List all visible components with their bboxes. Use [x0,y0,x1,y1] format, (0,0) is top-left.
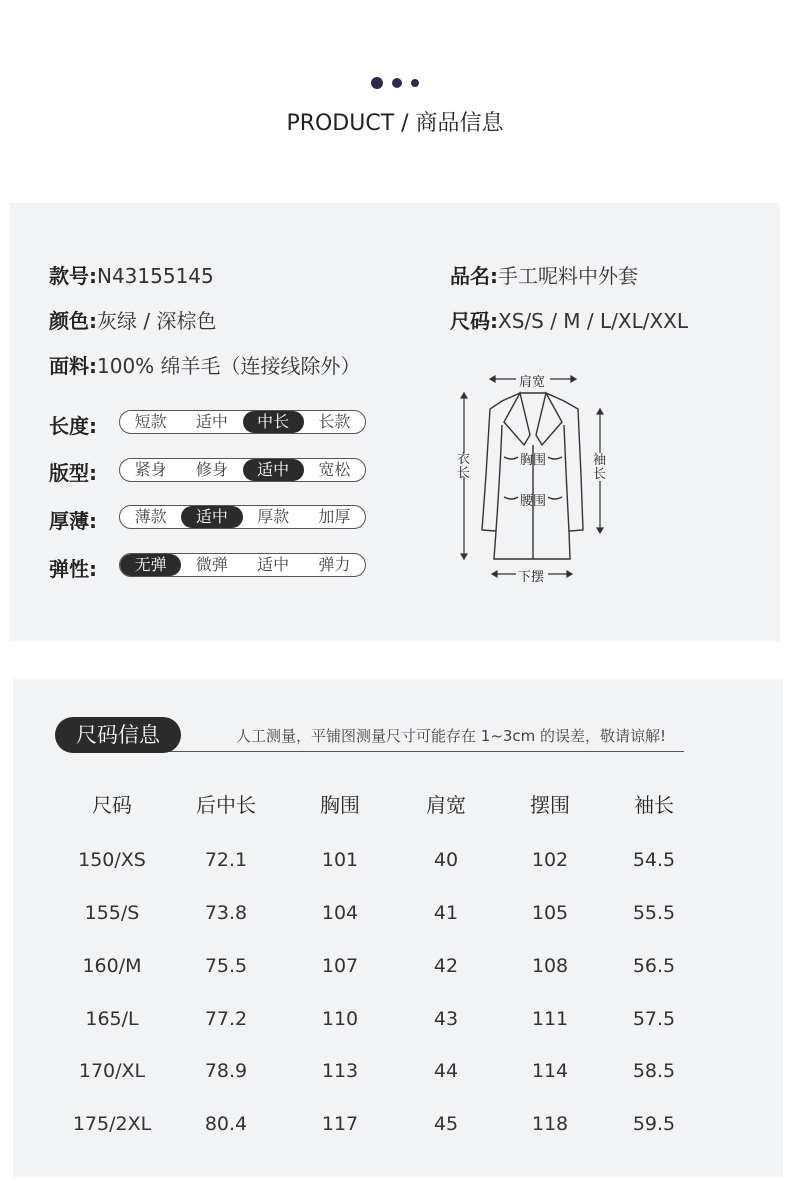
fit-label: 版型: [49,461,97,485]
table-cell: 102 [531,849,569,871]
diagram-hem-label: 下摆 [518,570,545,585]
elasticity-option: 适中 [257,555,290,574]
table-cell: 114 [531,1060,569,1082]
table-cell: 54.5 [632,849,676,871]
table-cell: 111 [531,1008,569,1030]
color-value: 灰绿 / 深棕色 [97,309,217,333]
elasticity-option: 无弹 [120,554,181,576]
elasticity-selector [119,553,366,577]
measurement-note: 人工测量，平铺图测量尺寸可能存在 1~3cm 的误差，敬请谅解! [236,727,667,745]
size-value: XS/S / M / L/XL/XXL [498,309,688,333]
length-selector [119,410,366,434]
diagram-sleeve-label: 袖长 [593,453,607,482]
table-cell: 41 [433,902,459,924]
color-label: 颜色: [49,309,97,333]
fabric-label: 面料: [49,354,97,378]
table-cell: 104 [321,902,359,924]
size-info [450,305,688,334]
style-number-value: N43155145 [97,264,214,288]
thickness-option: 加厚 [318,507,351,526]
table-cell: 43 [433,1008,459,1030]
table-cell: 155/S [84,902,140,924]
table-cell: 45 [433,1113,459,1135]
fit-option: 宽松 [318,460,351,479]
table-header-cell: 胸围 [320,793,360,817]
size-table-panel [13,679,783,1177]
style-number-label: 款号: [49,264,97,288]
diagram-waist-label: 腰围 [520,494,547,509]
dot [392,78,402,88]
fabric-value: 100% 绵羊毛（连接线除外） [97,354,361,378]
thickness-selector [119,505,366,529]
length-label: 长度: [49,414,97,438]
table-cell: 58.5 [632,1060,676,1082]
product-name-value: 手工呢料中外套 [498,264,638,288]
table-cell: 59.5 [632,1113,676,1135]
table-cell: 80.4 [204,1113,248,1135]
size-table-tag: 尺码信息 [55,717,181,753]
table-cell: 165/L [85,1008,139,1030]
dot [371,77,383,89]
thickness-label: 厚薄: [49,509,97,533]
table-cell: 44 [433,1060,459,1082]
length-option: 长款 [318,412,351,431]
table-cell: 170/XL [78,1060,146,1082]
size-label: 尺码: [450,309,498,333]
elasticity-option: 微弹 [195,555,228,574]
table-cell: 175/2XL [72,1113,152,1135]
product-name [450,260,638,289]
product-name-label: 品名: [450,264,498,288]
table-cell: 108 [531,955,569,977]
table-cell: 150/XS [78,849,146,871]
elasticity-label: 弹性: [49,557,97,581]
thickness-option: 厚款 [257,507,290,526]
divider [120,751,684,752]
length-option: 中长 [243,411,304,433]
table-cell: 42 [433,955,459,977]
thickness-option: 适中 [181,506,242,528]
coat-measurement-diagram [450,365,620,585]
length-option: 短款 [134,412,167,431]
table-cell: 113 [321,1060,359,1082]
diagram-chest-label: 胸围 [520,453,547,468]
style-number [49,260,214,289]
table-header-cell: 肩宽 [426,793,466,817]
table-cell: 105 [531,902,569,924]
table-cell: 78.9 [204,1060,248,1082]
table-cell: 107 [321,955,359,977]
table-header-cell: 后中长 [196,793,256,817]
table-cell: 40 [433,849,459,871]
table-header-cell: 袖长 [634,793,674,817]
fabric-info [49,350,361,379]
table-cell: 55.5 [632,902,676,924]
color-info [49,305,216,334]
table-cell: 101 [321,849,359,871]
thickness-option: 薄款 [134,507,167,526]
table-header-cell: 尺码 [92,793,132,817]
table-cell: 75.5 [204,955,248,977]
fit-selector [119,458,366,482]
fit-option: 修身 [195,460,228,479]
length-option: 适中 [195,412,228,431]
elasticity-option: 弹力 [318,555,351,574]
table-cell: 73.8 [204,902,248,924]
fit-option: 紧身 [134,460,167,479]
page-title: PRODUCT / 商品信息 [286,111,504,136]
fit-option: 适中 [243,459,304,481]
table-cell: 160/M [82,955,142,977]
table-cell: 118 [531,1113,569,1135]
diagram-shoulder-label: 肩宽 [519,375,546,390]
table-cell: 110 [321,1008,359,1030]
dot [411,79,419,87]
diagram-length-label: 衣长 [457,452,471,481]
table-cell: 57.5 [632,1008,676,1030]
table-cell: 56.5 [632,955,676,977]
table-cell: 77.2 [204,1008,248,1030]
table-cell: 72.1 [204,849,248,871]
table-header-cell: 摆围 [530,793,570,817]
table-cell: 117 [321,1113,359,1135]
header-dots [0,72,790,91]
